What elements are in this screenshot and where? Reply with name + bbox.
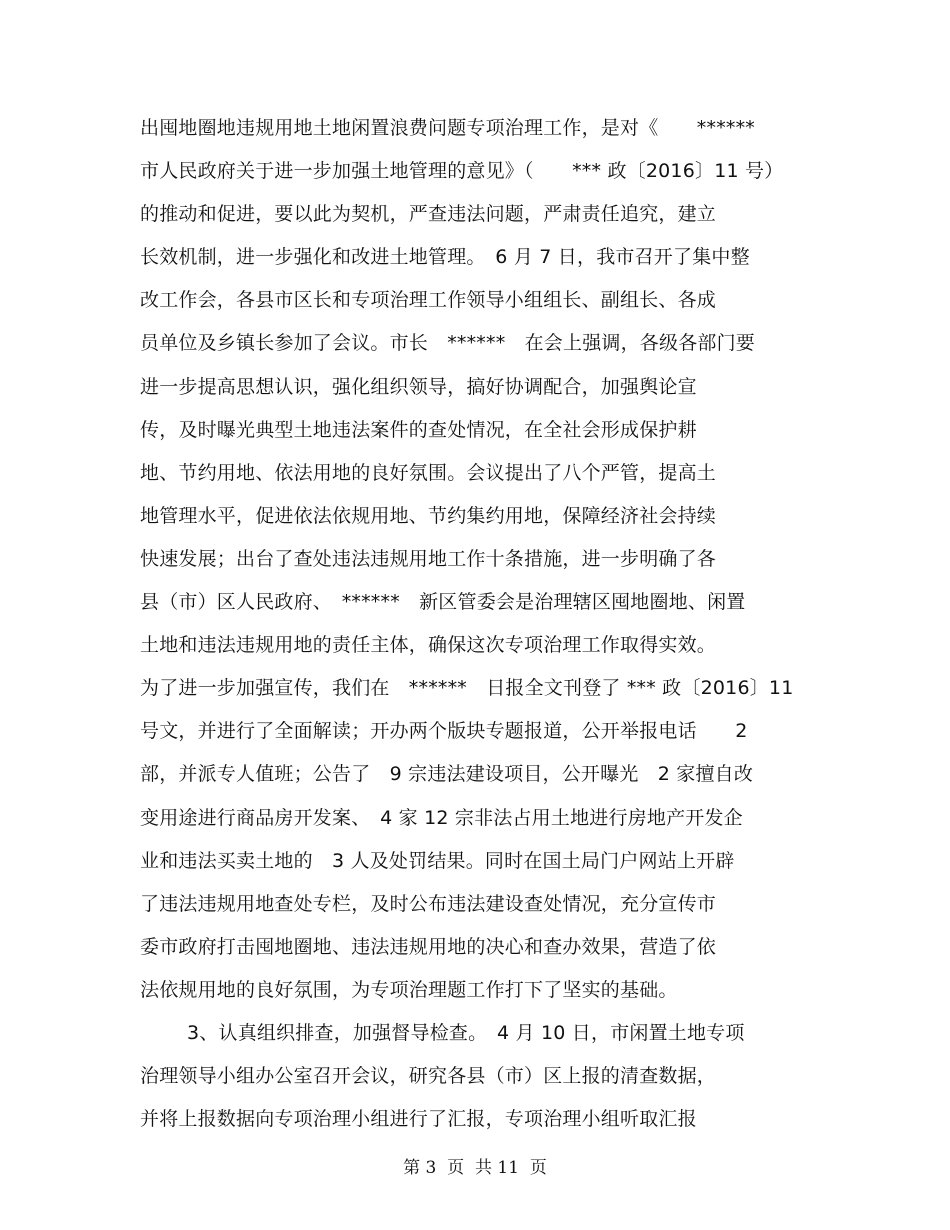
text-line: 地管理水平，促进依法依规用地、节约集约用地，保障经济社会持续 — [140, 504, 717, 527]
text-line: 变用途进行商品房开发案、 4 家 12 宗非法占用土地进行房地产开发企 — [140, 806, 743, 829]
text-line: 的推动和促进，要以此为契机，严查违法问题，严肃责任追究，建立 — [140, 203, 717, 226]
text-line: 号文，并进行了全面解读；开办两个版块专题报道，公开举报电话 2 — [140, 720, 748, 743]
text-line: 快速发展；出台了查处违法违规用地工作十条措施，进一步明确了各 — [140, 547, 717, 570]
text-line: 县（市）区人民政府、 ****** 新区管委会是治理辖区囤地圈地、闲置 — [140, 591, 746, 614]
text-line: 地、节约用地、依法用地的良好氛围。会议提出了八个严管，提高土 — [140, 461, 717, 484]
text-line: 出囤地圈地违规用地土地闲置浪费问题专项治理工作，是对《 ****** — [140, 117, 756, 139]
text-line: 土地和违法违规用地的责任主体，确保这次专项治理工作取得实效。 — [140, 634, 717, 657]
body-text — [140, 113, 820, 1147]
text-line: 市人民政府关于进一步加强土地管理的意见》（ *** 政〔2016〕11 号） — [140, 160, 784, 183]
text-line: 传，及时曝光典型土地违法案件的查处情况，在全社会形成保护耕 — [140, 418, 697, 441]
page-number-footer: 第 3 页 共 11 页 — [403, 1158, 547, 1178]
text-line: 业和违法买卖土地的 3 人及处罚结果。同时在国土局门户网站上开辟 — [140, 849, 735, 872]
text-line: 委市政府打击囤地圈地、违法违规用地的决心和查办效果，营造了依 — [140, 935, 717, 958]
text-line: 长效机制，进一步强化和改进土地管理。 6 月 7 日，我市召开了集中整 — [140, 246, 750, 269]
text-line: 法依规用地的良好氛围，为专项治理题工作打下了坚实的基础。 — [140, 978, 678, 1001]
text-line: 了违法违规用地查处专栏，及时公布违法建设查处情况，充分宣传市 — [140, 892, 717, 915]
text-line: 进一步提高思想认识，强化组织领导，搞好协调配合，加强舆论宣 — [140, 375, 697, 398]
text-line: 员单位及乡镇长参加了会议。市长 ****** 在会上强调，各级各部门要 — [140, 332, 756, 355]
text-line: 治理领导小组办公室召开会议，研究各县（市）区上报的清查数据， — [140, 1065, 717, 1088]
text-line: 并将上报数据向专项治理小组进行了汇报，专项治理小组听取汇报 — [140, 1108, 697, 1131]
text-line: 改工作会，各县市区长和专项治理工作领导小组组长、副组长、各成 — [140, 289, 717, 312]
text-line-section-heading: 3、认真组织排查，加强督导检查。 4 月 10 日，市闲置土地专项 — [187, 1021, 745, 1044]
text-line: 为了进一步加强宣传，我们在 ****** 日报全文刊登了 *** 政〔2016〕11 — [140, 677, 794, 700]
text-line: 部，并派专人值班；公告了 9 宗违法建设项目，公开曝光 2 家擅自改 — [140, 763, 754, 786]
